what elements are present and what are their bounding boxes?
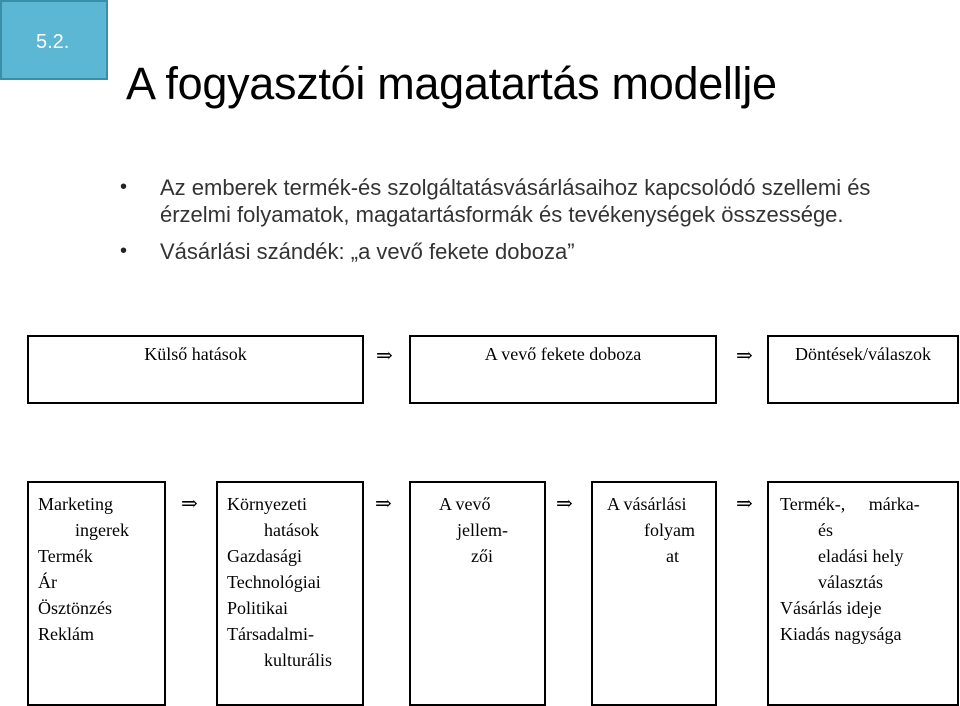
slide-number-badge bbox=[0, 0, 108, 80]
box-line: kulturális bbox=[264, 650, 332, 670]
implies-arrow-icon: ⇒ bbox=[736, 493, 753, 515]
box-line: ingerek bbox=[75, 520, 129, 540]
decisions-box bbox=[767, 335, 959, 404]
implies-arrow-icon: ⇒ bbox=[556, 493, 573, 515]
external-effects-box bbox=[27, 335, 364, 404]
box-line: Termék bbox=[38, 546, 93, 566]
box-line: zői bbox=[471, 546, 493, 566]
box-line: Vásárlás ideje bbox=[780, 598, 882, 618]
box-line: at bbox=[666, 546, 679, 566]
box-line: A vásárlási bbox=[607, 494, 687, 514]
marketing-stimuli-box bbox=[27, 481, 166, 706]
bullet-item-definition bbox=[114, 174, 954, 228]
box-line: folyam bbox=[644, 520, 695, 540]
buying-process-box bbox=[591, 481, 717, 706]
box-line: Kiadás nagysága bbox=[780, 624, 902, 644]
box-line: és bbox=[818, 520, 833, 540]
buyer-decisions-box bbox=[767, 481, 959, 706]
bullet-list bbox=[114, 174, 954, 275]
bullet-item-intent bbox=[114, 238, 954, 265]
bullet-text-line: Az emberek termék-és szolgáltatásvásárlásaihoz kapcsolódó szellemi és bbox=[160, 175, 871, 200]
box-line: Környezeti bbox=[227, 494, 307, 514]
box-line: Marketing bbox=[38, 494, 113, 514]
box-line: Technológiai bbox=[227, 572, 321, 592]
slide-title: A fogyasztói magatartás modellje bbox=[126, 58, 777, 109]
box-line: Társadalmi- bbox=[227, 624, 314, 644]
box-line: hatások bbox=[264, 520, 319, 540]
box-label: Döntések/válaszok bbox=[795, 344, 931, 364]
box-label: A vevő fekete doboza bbox=[484, 344, 642, 364]
bullet-dot-icon: • bbox=[120, 240, 128, 262]
box-line: Politikai bbox=[227, 598, 289, 618]
box-line: A vevő bbox=[439, 494, 491, 514]
box-line-part: márka- bbox=[868, 494, 920, 514]
implies-arrow-icon: ⇒ bbox=[376, 345, 393, 367]
implies-arrow-icon: ⇒ bbox=[736, 345, 753, 367]
box-line-part: Termék-, bbox=[780, 494, 846, 514]
box-line: Ár bbox=[38, 572, 57, 592]
bullet-text-line: Vásárlási szándék: „a vevő fekete doboza” bbox=[160, 239, 575, 264]
box-label: Külső hatások bbox=[144, 344, 247, 364]
box-line bbox=[780, 491, 957, 517]
bullet-text-line: érzelmi folyamatok, magatartásformák és tevékenységek összessége. bbox=[160, 202, 844, 227]
box-line: jellem- bbox=[457, 520, 508, 540]
box-line: Ösztönzés bbox=[38, 598, 112, 618]
environment-effects-box bbox=[216, 481, 364, 706]
slide-number: 5.2. bbox=[36, 31, 70, 53]
implies-arrow-icon: ⇒ bbox=[181, 493, 198, 515]
box-line: Reklám bbox=[38, 624, 94, 644]
bullet-dot-icon: • bbox=[120, 176, 128, 198]
box-line: eladási hely bbox=[818, 546, 904, 566]
box-line: választás bbox=[818, 572, 883, 592]
implies-arrow-icon: ⇒ bbox=[375, 493, 392, 515]
black-box-box bbox=[409, 335, 717, 404]
buyer-traits-box bbox=[409, 481, 546, 706]
box-line: Gazdasági bbox=[227, 546, 302, 566]
